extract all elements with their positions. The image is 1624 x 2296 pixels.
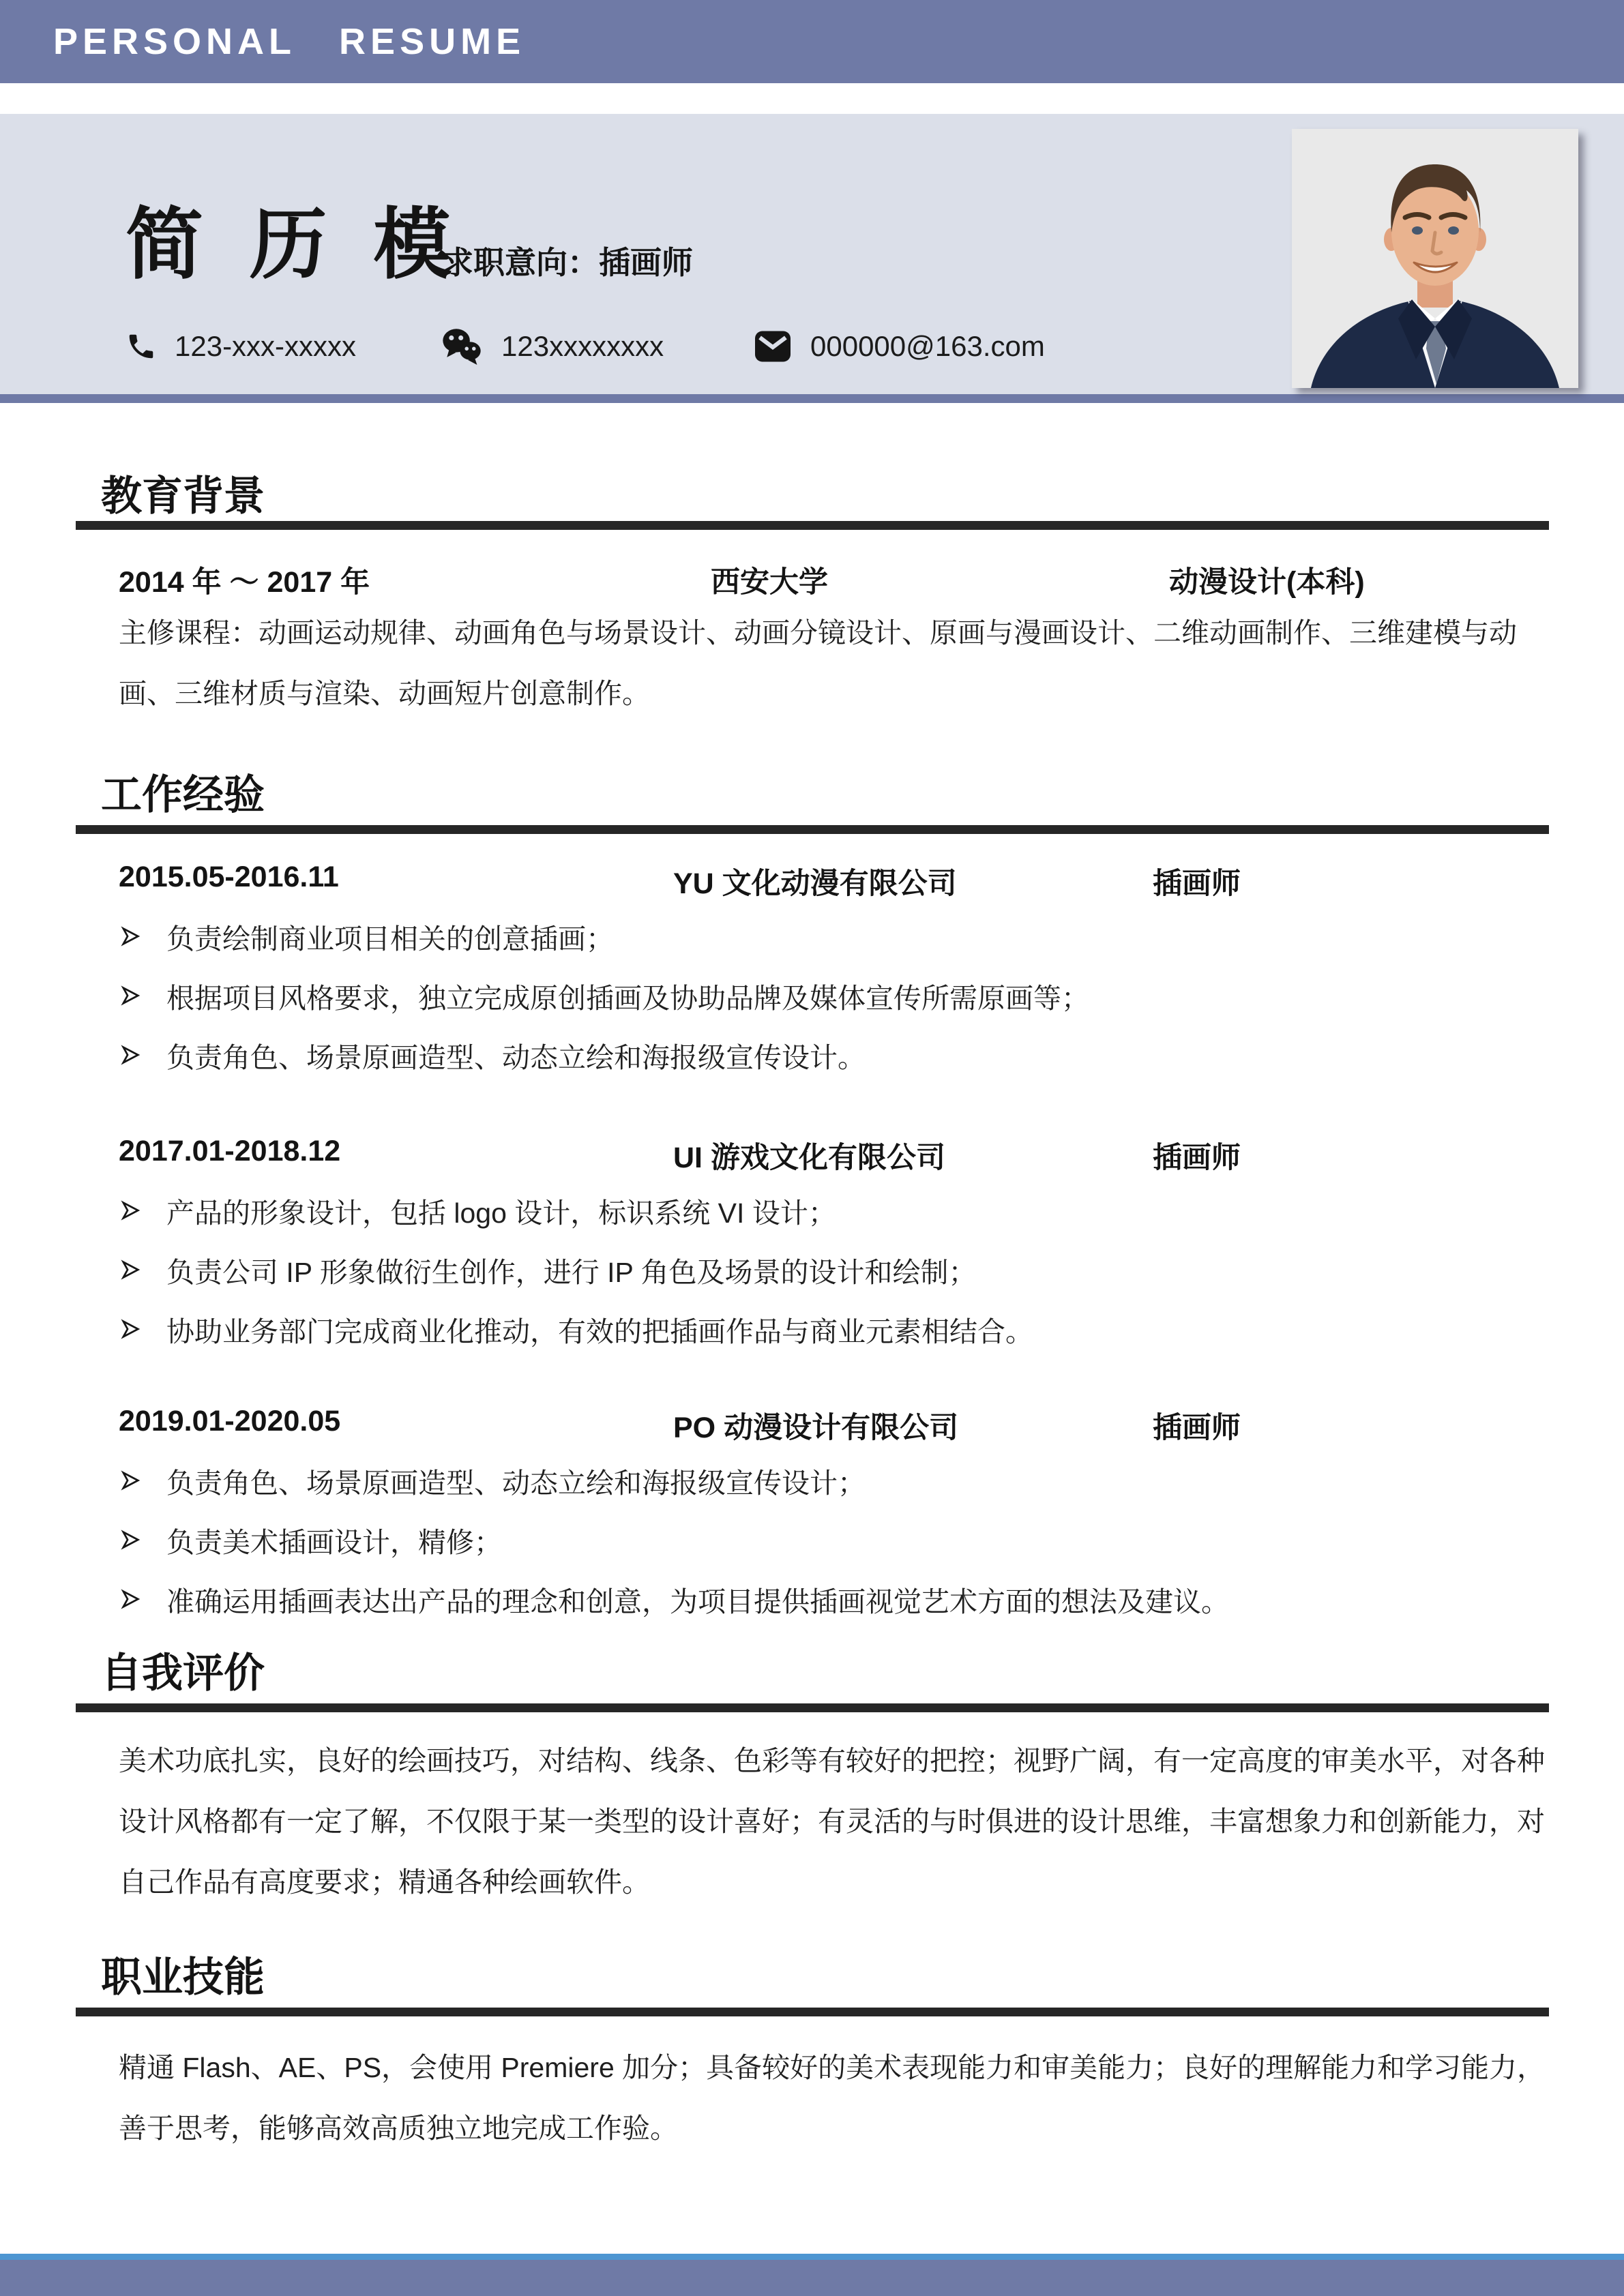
job-bullet bbox=[119, 1519, 1551, 1560]
skills-text: 精通 Flash、AE、PS，会使用 Premiere 加分；具备较好的美术表现能力和审美能力；良好的理解能力和学习能力，善于思考，能够高效高质独立地完成工作验。 bbox=[119, 2052, 1546, 2144]
portrait-illustration bbox=[1292, 129, 1578, 388]
job-bullet bbox=[119, 1460, 1551, 1501]
job-bullet bbox=[119, 916, 1551, 957]
bullet-arrow-icon bbox=[119, 1043, 142, 1067]
contact-wechat bbox=[440, 323, 664, 370]
footer-accent-line bbox=[0, 2254, 1624, 2260]
section-title-work: 工作经验 bbox=[101, 772, 265, 818]
bullet-arrow-icon bbox=[119, 1528, 142, 1551]
job-role: 插画师 bbox=[1153, 867, 1241, 900]
bullet-text: 负责公司 IP 形象做衍生创作，进行 IP 角色及场景的设计和绘制； bbox=[166, 1256, 977, 1288]
section-title-skills: 职业技能 bbox=[101, 1954, 265, 2000]
section-title-education: 教育背景 bbox=[101, 473, 265, 519]
top-banner bbox=[0, 0, 1624, 83]
skills-divider bbox=[76, 2008, 1549, 2016]
bullet-text: 协助业务部门完成商业化推动，有效的把插画作品与商业元素相结合。 bbox=[166, 1315, 1033, 1347]
bullet-arrow-icon bbox=[119, 1317, 142, 1341]
job-company: YU 文化动漫有限公司 bbox=[673, 867, 957, 900]
job-period: 2019.01-2020.05 bbox=[119, 1405, 341, 1437]
education-divider bbox=[76, 521, 1549, 530]
education-row bbox=[0, 559, 1624, 597]
job-bullet bbox=[119, 1190, 1551, 1231]
phone-value: 123-xxx-xxxxx bbox=[175, 330, 357, 362]
job-header-row bbox=[0, 1135, 1624, 1173]
bullet-arrow-icon bbox=[119, 1199, 142, 1222]
job-role: 插画师 bbox=[1153, 1142, 1241, 1174]
wechat-icon bbox=[440, 327, 484, 366]
job-company: PO 动漫设计有限公司 bbox=[673, 1412, 959, 1444]
email-icon bbox=[753, 329, 793, 364]
job-intention: 求职意向：插画师 bbox=[442, 245, 693, 280]
bullet-text: 负责绘制商业项目相关的创意插画； bbox=[166, 923, 614, 955]
bullet-text: 准确运用插画表达出产品的理念和创意，为项目提供插画视觉艺术方面的想法及建议。 bbox=[166, 1585, 1229, 1617]
email-value: 000000@163.com bbox=[810, 330, 1045, 362]
job-bullet bbox=[119, 1034, 1551, 1075]
bullet-text: 负责美术插画设计，精修； bbox=[166, 1526, 502, 1558]
banner-title: PERSONAL RESUME bbox=[53, 21, 526, 62]
portrait-photo bbox=[1292, 129, 1578, 388]
phone-icon bbox=[126, 331, 157, 362]
job-company: UI 游戏文化有限公司 bbox=[673, 1142, 945, 1174]
bullet-arrow-icon bbox=[119, 925, 142, 948]
bullet-arrow-icon bbox=[119, 1587, 142, 1611]
person-name: 简 历 模 bbox=[126, 202, 464, 288]
bullet-arrow-icon bbox=[119, 1469, 142, 1492]
job-header-row bbox=[0, 861, 1624, 899]
education-school: 西安大学 bbox=[711, 566, 828, 599]
job-bullet bbox=[119, 975, 1551, 1016]
job-bullet bbox=[119, 1309, 1551, 1350]
job-period: 2017.01-2018.12 bbox=[119, 1135, 341, 1167]
work-divider bbox=[76, 825, 1549, 834]
education-courses: 主修课程：动画运动规律、动画角色与场景设计、动画分镜设计、原画与漫画设计、二维动画制作、三维建模与动画、三维材质与渲染、动画短片创意制作。 bbox=[119, 617, 1517, 709]
education-major: 动漫设计(本科) bbox=[1169, 566, 1365, 599]
job-bullet bbox=[119, 1249, 1551, 1290]
job-bullet bbox=[119, 1579, 1551, 1620]
self-evaluation-divider bbox=[76, 1703, 1549, 1712]
contact-email bbox=[753, 323, 1045, 370]
contact-phone bbox=[126, 323, 356, 370]
education-period: 2014 年 ～ 2017 年 bbox=[119, 566, 370, 599]
bullet-arrow-icon bbox=[119, 984, 142, 1007]
bullet-text: 产品的形象设计，包括 logo 设计，标识系统 VI 设计； bbox=[166, 1197, 836, 1229]
bullet-text: 负责角色、场景原画造型、动态立绘和海报级宣传设计。 bbox=[166, 1041, 866, 1073]
bullet-text: 根据项目风格要求，独立完成原创插画及协助品牌及媒体宣传所需原画等； bbox=[166, 982, 1089, 1014]
self-evaluation-text: 美术功底扎实，良好的绘画技巧，对结构、线条、色彩等有较好的把控；视野广阔，有一定高度的审美水平，对各种设计风格都有一定了解，不仅限于某一类型的设计喜好；有灵活的与时俱进的设计思维，丰富想象力和创新能力，对自己作品有高度要求；精通各种绘画软件。 bbox=[119, 1745, 1545, 1898]
bullet-text: 负责角色、场景原画造型、动态立绘和海报级宣传设计； bbox=[166, 1467, 866, 1499]
wechat-value: 123xxxxxxxx bbox=[501, 330, 664, 362]
bullet-arrow-icon bbox=[119, 1258, 142, 1281]
job-period: 2015.05-2016.11 bbox=[119, 861, 339, 893]
job-header-row bbox=[0, 1405, 1624, 1443]
footer-band bbox=[0, 2260, 1624, 2296]
job-role: 插画师 bbox=[1153, 1412, 1241, 1444]
section-title-self-evaluation: 自我评价 bbox=[101, 1650, 265, 1696]
